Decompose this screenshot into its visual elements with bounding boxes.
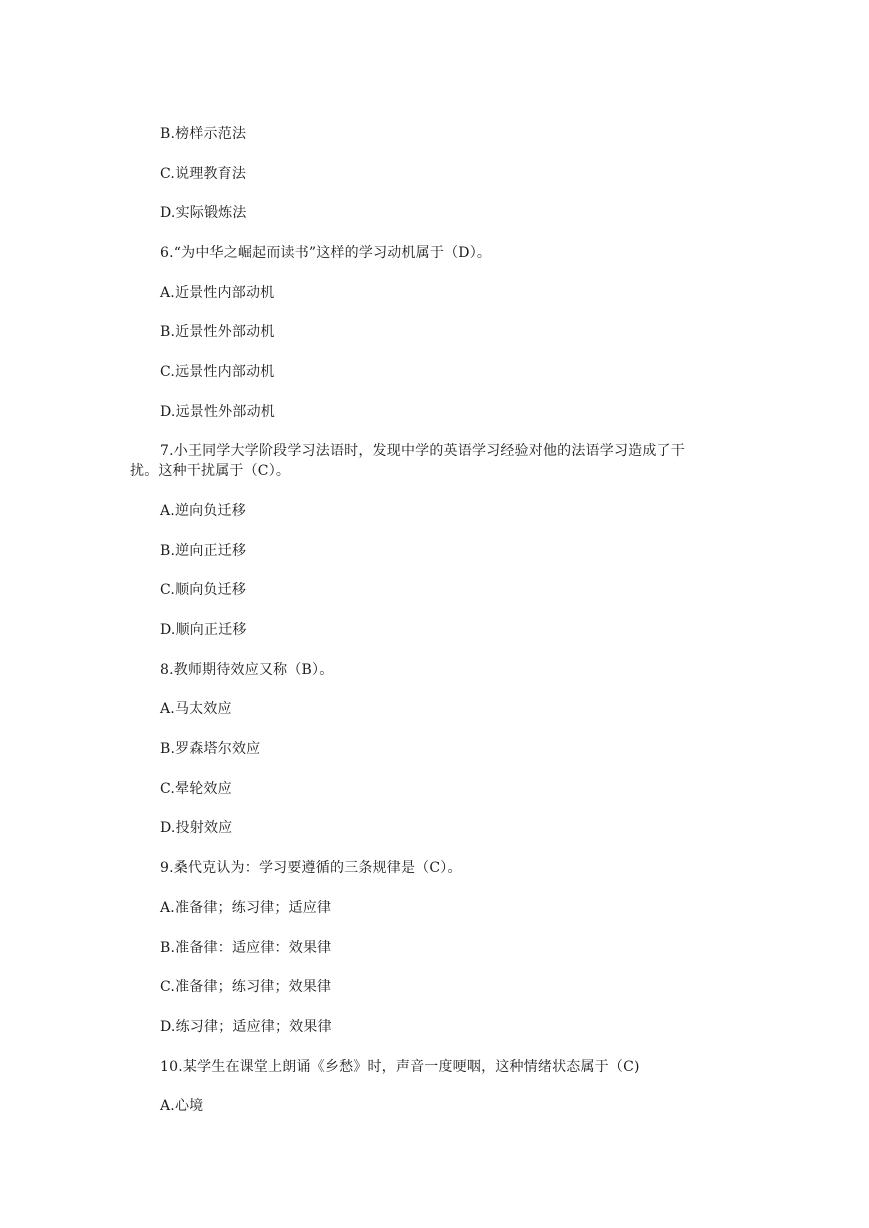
option-d-q5: D.实际锻炼法 [160,205,247,221]
question-7-line-2: 扰。这种干扰属于（C）。 [130,463,291,479]
option-d-q7: D.顺向正迁移 [160,622,247,638]
option-d-q8: D.投射效应 [160,820,233,836]
option-a-q9: A.准备律；练习律；适应律 [160,900,332,916]
option-a-q10: A.心境 [160,1098,204,1114]
option-c-q6: C.远景性内部动机 [160,364,275,380]
option-b-q8: B.罗森塔尔效应 [160,741,261,757]
option-a-q8: A.马太效应 [160,701,232,717]
option-a-q7: A.逆向负迁移 [160,503,246,519]
option-d-q9: D.练习律；适应律；效果律 [160,1019,332,1035]
option-b-q6: B.近景性外部动机 [160,324,275,340]
question-8: 8.教师期待效应又称（B）。 [160,662,334,678]
option-b-q9: B.准备律：适应律：效果律 [160,940,332,956]
option-d-q6: D.远景性外部动机 [160,404,275,420]
question-9: 9.桑代克认为：学习要遵循的三条规律是（C）。 [160,860,462,876]
option-b-q5: B.榜样示范法 [160,126,247,142]
option-c-q9: C.准备律；练习律；效果律 [160,979,332,995]
option-c-q8: C.晕轮效应 [160,781,232,797]
option-a-q6: A.近景性内部动机 [160,285,275,301]
option-c-q7: C.顺向负迁移 [160,582,247,598]
question-10: 10.某学生在课堂上朗诵《乡愁》时，声音一度哽咽，这种情绪状态属于（C) [160,1059,640,1075]
option-b-q7: B.逆向正迁移 [160,543,247,559]
question-7-line-1: 7.小王同学大学阶段学习法语时，发现中学的英语学习经验对他的法语学习造成了干 [160,443,685,459]
question-6: 6.“为中华之崛起而读书”这样的学习动机属于（D）。 [160,245,492,261]
option-c-q5: C.说理教育法 [160,166,247,182]
